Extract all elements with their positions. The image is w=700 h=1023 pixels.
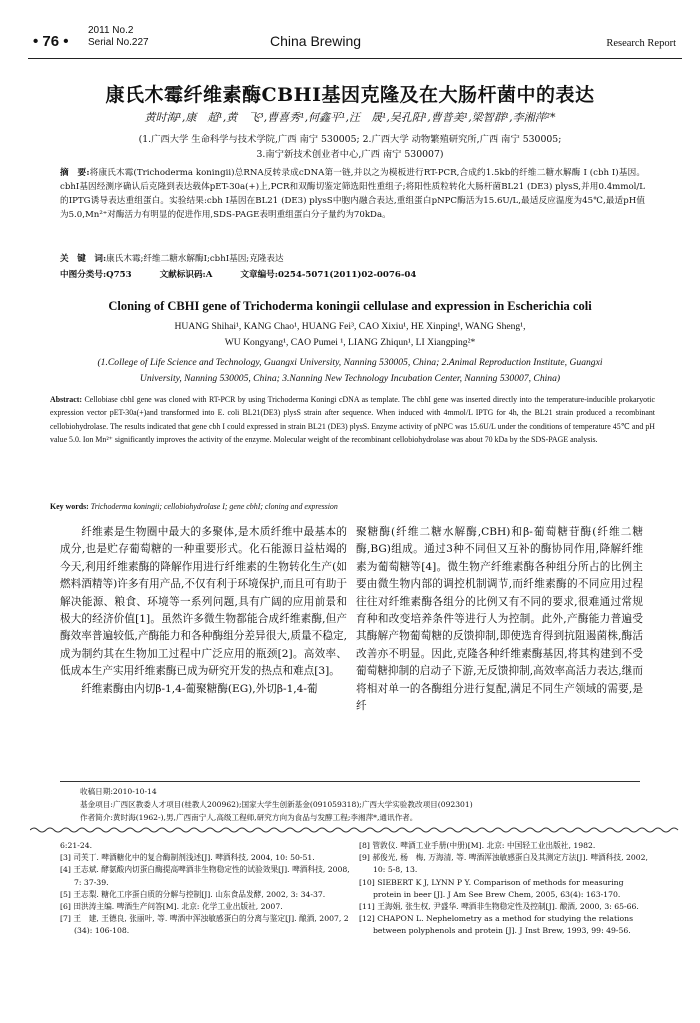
reference-item: [8] 管敦仪. 啤酒工业手册(中册)[M]. 北京: 中国轻工业出版社, 1982. <box>359 841 596 850</box>
reference-item: [3] 司芙丁. 啤酒糖化中的复合酶制剂浅述[J]. 啤酒科技, 2004, 10: 50-51. <box>60 853 315 863</box>
references-left <box>60 840 350 938</box>
reference-item: [6] 田洪涛主编. 啤酒生产问答[M]. 北京: 化学工业出版社, 2007. <box>60 902 283 912</box>
references-right <box>359 840 649 938</box>
abstract-en-text: Cellobiase cbhI gene was cloned with RT-PCR by using Trichoderma Koningi cDNA as template. The cbhI gene was inserted directly into the temperature-inducible prokaryotic expression vector pET-30a(+)and transformed into E. coli BL21(DE3) plysS strain after sequence. When induced with 4mmol/L IPTG for 4h, the BL21 strain produced a recombinant cellobiohydrolase. The results indicated that gene cbh I could expressed in strain BL21 (DE3) plysS. Enzyme activity of pNPC was 15.6U/L under the conditions of temperature 45℃ and pH value 5.0. Ion Mn²⁺ significantly improves the activity of the enzyme. Molecular weight of the recombinant cellobiohydrolase was about 70 kDa by the SDS-PAGE analysis. <box>50 395 655 445</box>
authors-cn: 黄时海¹,康 超¹,黄 飞³,曹喜秀¹,何鑫平¹,汪 晟¹,吴孔阳¹,曹普美¹,梁智群¹,李湘萍²* <box>144 111 556 124</box>
keywords-en-label: Key words: <box>50 502 89 511</box>
abstract-cn <box>60 166 645 222</box>
reference-item: [5] 王志梨. 糖化工序蛋白质的分解与控制[J]. 山东食品发酵, 2002, 3: 34-37. <box>60 889 326 899</box>
paper-title-en: Cloning of CBHI gene of Trichoderma koningii cellulase and expression in Escherichia coli <box>108 299 592 313</box>
abstract-cn-label: 摘 要: <box>60 168 90 178</box>
article-number: 文章编号:0254-5071(2011)02-0076-04 <box>240 270 417 280</box>
classification-cn <box>60 268 645 280</box>
header-rule <box>28 58 682 59</box>
affiliation-cn-line2: 3.南宁新技术创业者中心,广西 南宁 530007) <box>256 149 444 160</box>
footnote-received: 收稿日期:2010-10-14 <box>80 787 157 796</box>
keywords-cn <box>60 252 284 264</box>
reference-item: [12] CHAPON L. Nephelometry as a method for studying the relations between polyphenols and protein [J]. J Inst Brew, 1993, 99: 49-56. <box>359 914 634 936</box>
journal-name: China Brewing <box>270 33 362 49</box>
reference-item: [7] 王 建, 王德良, 张丽叶, 等. 啤酒中浑浊敏感蛋白的分离与鉴定[J]. 酿酒, 2007, 2 (34): 106-108. <box>60 914 349 936</box>
paper-title-cn: 康氏木霉纤维素酶CBHI基因克隆及在大肠杆菌中的表达 <box>105 84 595 106</box>
document-code: 文献标识码:A <box>159 270 213 280</box>
reference-item: [11] 王海娟, 张生权, 尹盛华. 啤酒非生物稳定性及控制[J]. 酿酒, 2000, 3: 65-66. <box>359 902 639 912</box>
footnote-rule <box>60 781 640 782</box>
page-break-wave <box>30 826 680 834</box>
clc-number: 中图分类号:Q753 <box>60 270 132 280</box>
body-paragraph: 纤维素是生物圈中最大的多聚体,是木质纤维中最基本的成分,也是贮存葡萄糖的一种重要形式。化石能源日益枯竭的今天,利用纤维素酶的降解作用进行纤维素的生物转化生产(如燃料酒精等)许多有用产品,不仅有利于环境保护,而且可有助于解决能源、粮食、环境等一系列问题,具有广阔的应用前景和极大的经济价值[1]。虽然许多微生物都能合成纤维素酶,但产酶效率普遍较低,产酶能力和各种酶组分差异很大,质量不稳定,成为制约其在生物加工过程中广泛应用的瓶颈[2]。高效率、低成本生产实用纤维素酶已成为研究开发的热点和难点[3]。 <box>60 526 347 678</box>
issue-info <box>88 25 149 49</box>
reference-item: [9] 郝俊光, 杨 梅, 万海清, 等. 啤酒浑浊敏感蛋白及其测定方法[J]. 啤酒科技, 2002, 10: 5-8, 13. <box>359 853 648 875</box>
body-paragraph: 纤维素酶由内切β-1,4-葡聚糖酶(EG),外切β-1,4-葡 <box>81 682 318 695</box>
footnote-fund: 基金项目:广西区教委人才项目(桂教人200962);国家大学生创新基金(091059318);广西大学实验教改项目(092301) <box>80 800 473 809</box>
keywords-en-text: Trichoderma koningii; cellobiohydrolase I; gene cbhI; cloning and expression <box>90 502 338 511</box>
body-column-left <box>60 524 347 698</box>
keywords-cn-label: 关 键 词: <box>60 254 107 264</box>
footnote-author: 作者简介:黄时海(1962-),男,广西南宁人,高级工程师,研究方向为食品与发酵工程;李湘萍*,通讯作者。 <box>80 813 418 822</box>
issue-year: 2011 No.2 <box>88 25 134 36</box>
reference-item: [10] SIEBERT K J, LYNN P Y. Comparison of methods for measuring protein in beer [J]. J Am See Brew Chem, 2005, 63(4): 163-170. <box>359 877 624 899</box>
page-number: • 76 • <box>33 33 69 50</box>
section-label: Research Report <box>606 38 676 49</box>
body-column-right <box>356 524 643 715</box>
affiliation-en-line2: University, Nanning 530005, China; 3.Nanning New Technology Incubation Center, Nanning 530007, China) <box>139 373 561 384</box>
affiliation-en-line1: (1.College of Life Science and Technology, Guangxi University, Nanning 530005, China; 2.Animal Reproduction Institute, Guangxi <box>97 357 603 368</box>
abstract-en <box>50 393 655 447</box>
issue-serial: Serial No.227 <box>88 37 149 48</box>
reference-item: 6:21-24. <box>60 841 93 850</box>
reference-item: [4] 王志斌. 酵氨酸内切蛋白酶提高啤酒非生物稳定性的试验效果[J]. 啤酒科技, 2008, 7: 37-39. <box>60 865 350 887</box>
body-paragraph: 聚糖酶(纤维二糖水解酶,CBH)和β-葡萄糖苷酶(纤维二糖酶,BG)组成。通过3种不同但又互补的酶协同作用,降解纤维素为葡萄糖等[4]。微生物产纤维素酶各种组分所占的比例主要由微生物内部的调控机制调节,而纤维素酶的不同应用过程往往对纤维素酶各组分的比例又有不同的要求,很难通过常规育种和改变培养条件等进行人为控制。此外,产酶能力普遍受其酶解产物葡萄糖的反馈抑制,即使选育得到抗阻遏菌株,酶活改善亦不明显。因此,克隆各种纤维素酶基因,将其构建到不受葡萄糖抑制的启动子下游,无反馈抑制,高效率高活力表达,继而将相对单一的各酶组分进行复配,满足不同生产领域的需要,是纤 <box>356 526 643 713</box>
keywords-en <box>50 502 655 511</box>
affiliation-cn-line1: (1.广西大学 生命科学与技术学院,广西 南宁 530005; 2.广西大学 动物繁殖研究所,广西 南宁 530005; <box>138 134 562 145</box>
authors-en-line2: WU Kongyang¹, CAO Pumei ¹, LIANG Zhiqun¹, LI Xiangping²* <box>224 337 476 348</box>
abstract-cn-text: 将康氏木霉(Trichoderma koningii)总RNA反转录成cDNA第一链,并以之为模板进行RT-PCR,合成约1.5kb的纤维二糖水解酶 I (cbh I)基因。cbhI基因经测序确认后克隆到表达载体pET-30a(+)上,PCR和双酶切鉴定筛选阳性重组子;将阳性质粒转化大肠杆菌BL21 (DE3) plysS,并用0.4mmol/L的IPTG诱导表达重组蛋白。实验结果:cbh I基因在BL21 (DE3) plysS中胞内融合表达,重组蛋白pNPC酶活为15.6U/L,最适反应温度为45℃,最适pH值为5.0,Mn²⁺对酶活力有明显的促进作用,SDS-PAGE表明重组蛋白分子量约为70kDa。 <box>60 168 645 220</box>
authors-en-line1: HUANG Shihai¹, KANG Chao¹, HUANG Fei³, CAO Xixiu¹, HE Xinping¹, WANG Sheng¹, <box>174 321 526 332</box>
abstract-en-label: Abstract: <box>50 395 82 404</box>
keywords-cn-text: 康氏木霉;纤维二糖水解酶I;cbhI基因;克隆表达 <box>106 254 284 264</box>
